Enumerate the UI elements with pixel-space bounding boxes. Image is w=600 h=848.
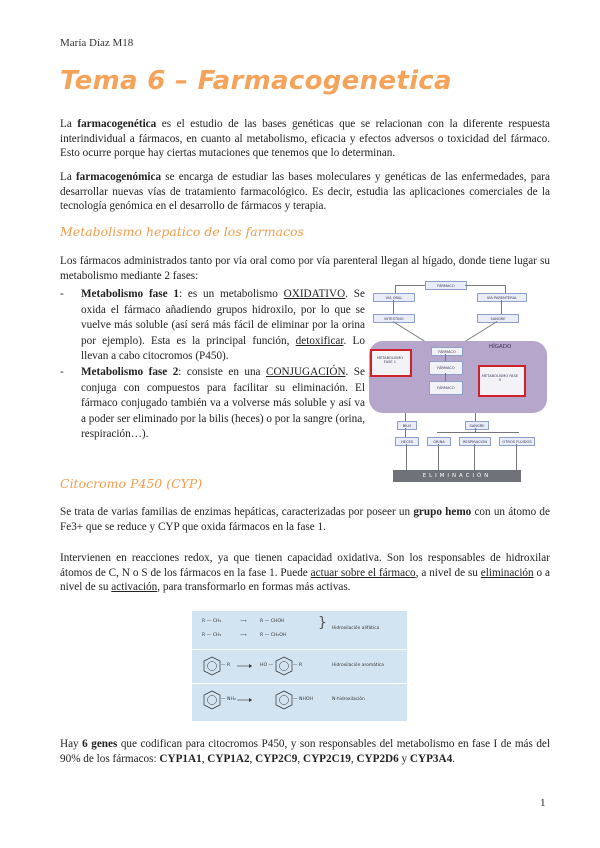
diagram-respiracion: RESPIRACIÓN: [459, 437, 491, 446]
diagram-sangre: SANGRE: [477, 314, 519, 323]
liver-label: HÍGADO: [489, 344, 512, 350]
hydroxylation-reactions-figure: R — CH₃ ⟶ R — CHOH R — CH₃ ⟶ R — CH₂OH } Hidroxilación alifática — R HO — — R Hidroxilación aromática — NH₂ — NHOH N-hidroxilación: [192, 611, 407, 721]
reaction-1-substrate: R — CH₃: [202, 619, 222, 624]
reaction-3-product: — R: [293, 663, 303, 668]
paragraph-farmacogenomica: La farmacogenómica se encarga de estudiar las bases moleculares y genéticas de las enfermedades, para desarrollar nuevas vías de tratamiento farmacológico. Es decir, estudia las aplicaciones comerciales de la tecnología genómica en el desarrollo de fármacos y terapia.: [60, 171, 550, 213]
diagram-farmaco-conjugado: FÁRMACO: [429, 381, 463, 395]
diagram-eliminacion: ELIMINACIÓN: [393, 470, 521, 482]
diagram-fase1: METABOLISMO FASE 1: [376, 356, 404, 364]
paragraph-genes: Hay 6 genes que codifican para citocromos P450, y son responsables del metabolismo en fase I de más del 90% de los fármacos: CYP1A1, CYP1A2, CYP2C9, CYP2C19, CYP2D6 y CYP3A4.: [60, 738, 551, 765]
page-title: Tema 6 – Farmacogenetica: [60, 66, 452, 96]
paragraph-via-administracion: Los fármacos administrados tanto por vía oral como por vía parenteral llegan al hígado, donde tiene lugar su metabolismo mediante 2 fases:: [60, 255, 550, 282]
reaction-3-hydroxyl: HO —: [260, 663, 274, 668]
label-n-hidroxilacion: N-hidroxilación: [332, 697, 365, 702]
diagram-orina: ORINA: [427, 437, 451, 446]
diagram-via-oral: VÍA ORAL: [373, 293, 415, 302]
reaction-1-product: R — CHOH: [260, 619, 285, 624]
page-number: 1: [540, 797, 546, 809]
reaction-2-substrate: R — CH₃: [202, 633, 222, 638]
label-hidroxilacion-alifatica: Hidroxilación alifática: [332, 626, 380, 631]
label-hidroxilacion-aromatica: Hidroxilación aromática: [332, 663, 384, 668]
section-heading-citocromo: Citocromo P450 (CYP): [60, 476, 203, 491]
paragraph-redox: Intervienen en reacciones redox, ya que tienen capacidad oxidativa. Son los responsables de hidroxilar átomos de C, N o S de los fármacos en la fase 1. Puede actuar sobre el fármaco, a nivel de su eliminación o a nivel de su activación, para transformarlo en formas más activas.: [60, 552, 550, 594]
diagram-sangre2: SANGRE: [465, 421, 489, 430]
reaction-4-product: — NHOH: [293, 697, 314, 702]
paragraph-citocromo: Se trata de varias familias de enzimas hepáticas, caracterizadas por poseer un grupo hemo con un átomo de Fe3+ que se reduce y CYP que oxida fármacos en la fase 1.: [60, 506, 550, 533]
list-item-fase2: - Metabolismo fase 2: consiste en una CONJUGACIÓN. Se conjuga con compuestos para facilitar su eliminación. El fármaco conjugado también va a volverse más soluble y así va a poder ser eliminado por la bilis (heces) o por la sangre (orina, respiración…).: [60, 365, 365, 441]
author-header: María Díaz M18: [60, 37, 134, 49]
diagram-heces: HECES: [395, 437, 419, 446]
metabolism-phases-list: [60, 287, 365, 443]
liver-metabolism-diagram: [365, 281, 550, 489]
diagram-via-parenteral: VÍA PARENTERAL: [477, 293, 527, 302]
diagram-bilis: BILIS: [397, 421, 417, 430]
reaction-3-substrate: — R: [221, 663, 231, 668]
diagram-farmaco: FÁRMACO: [425, 281, 467, 290]
diagram-intestino: INTESTINO: [373, 314, 415, 323]
diagram-fase2: METABOLISMO FASE II: [481, 374, 519, 382]
list-item-fase1: - Metabolismo fase 1: es un metabolismo OXIDATIVO. Se oxida el fármaco añadiendo grupos hidroxilo, por lo que se vuelve más soluble (así será más fácil de eliminar por la orina por ejemplo). Esta es la principal función, detoxificar. Lo llevan a cabo citocromos (P450).: [60, 288, 365, 363]
reaction-2-product: R — CH₂OH: [260, 633, 287, 638]
aromatic-rings: [192, 649, 407, 721]
paragraph-farmacogenetica: La farmacogenética es el estudio de las bases genéticas que se relacionan con la diferente respuesta interindividual a fármacos, en cuanto al metabolismo, eficacia y efectos adversos o toxicidad del fármaco. Esto ocurre porque hay ciertas mutaciones que tenemos que lo determinan.: [60, 118, 550, 160]
reaction-4-substrate: — NH₂: [221, 697, 236, 702]
diagram-farmaco-liver: FÁRMACO: [431, 347, 463, 356]
diagram-otros-fluidos: OTROS FLUIDOS: [499, 437, 535, 446]
diagram-farmaco-oxidado: FÁRMACO: [429, 361, 463, 375]
section-heading-metabolismo: Metabolismo hepatico de los farmacos: [60, 224, 304, 239]
